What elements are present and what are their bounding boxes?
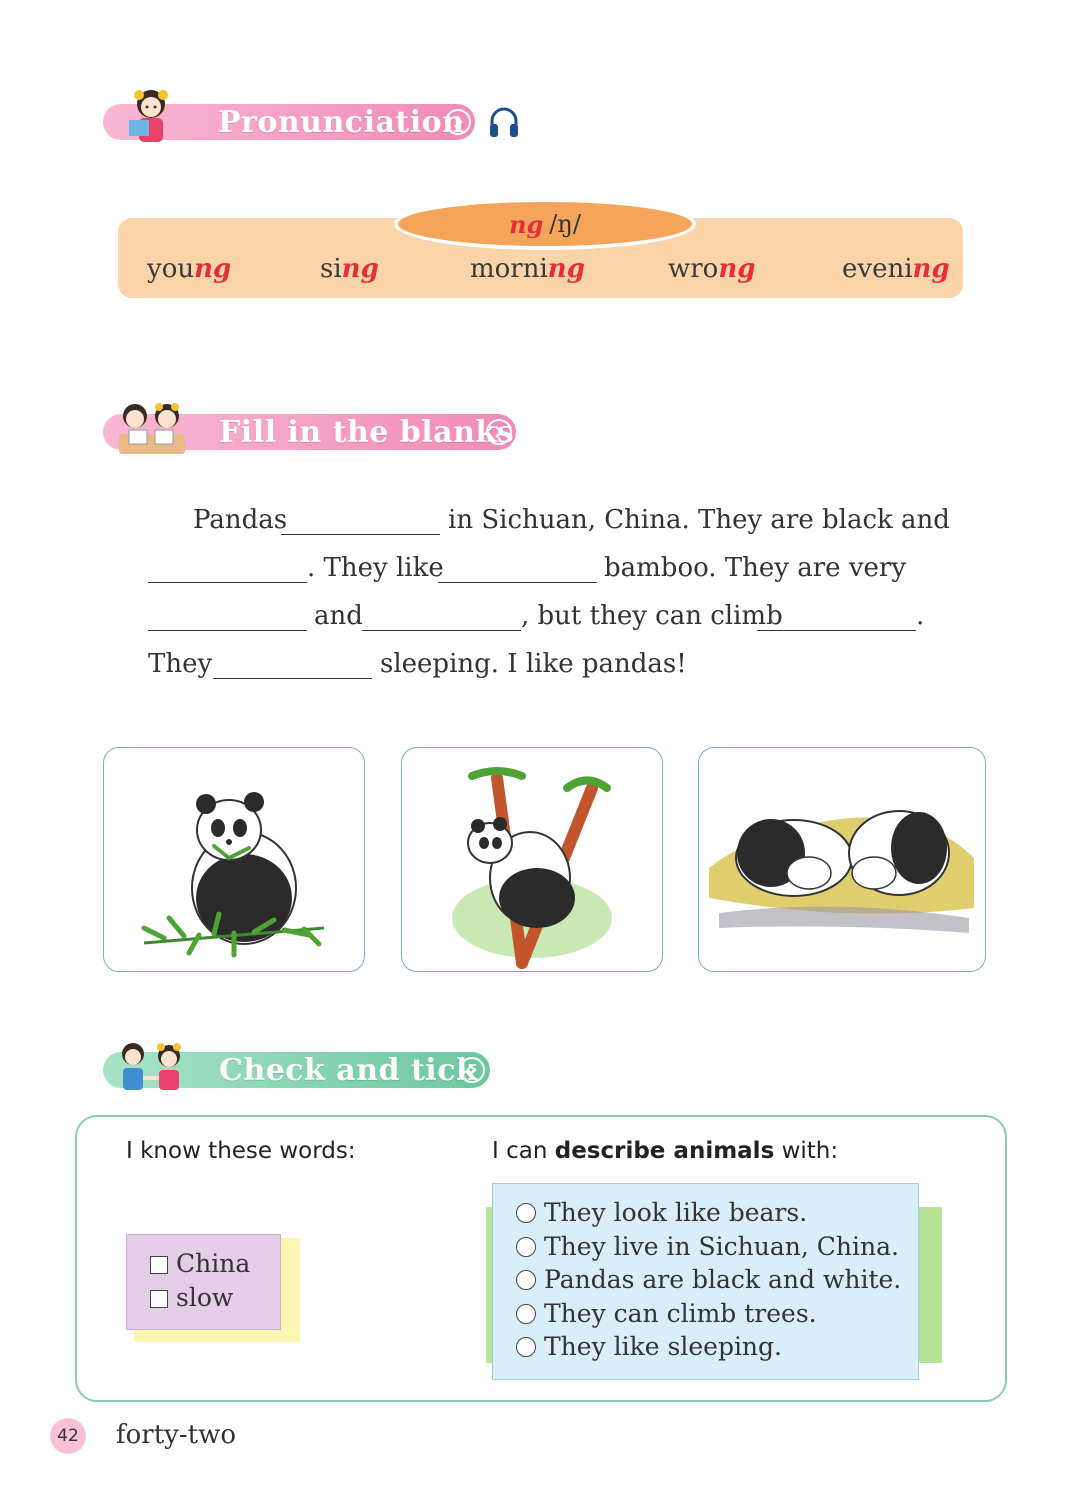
text-but-climb: , but they can climb: [521, 601, 783, 631]
play-arrow-icon[interactable]: [459, 1057, 485, 1083]
word-china-item[interactable]: China: [150, 1249, 250, 1278]
picture-panda-climbing: [401, 747, 663, 972]
sentence-item[interactable]: They look like bears.: [516, 1198, 807, 1227]
kids-holding-hands-icon: [107, 1040, 195, 1094]
page-number: 42: [50, 1418, 86, 1454]
text-they: They: [148, 649, 213, 679]
word-evening: evening: [842, 254, 950, 284]
sound-letters: ng: [509, 209, 544, 239]
text-and: and: [314, 601, 363, 631]
panda-climbing-tree-illustration: [402, 748, 663, 972]
radio-circle[interactable]: [516, 1237, 536, 1257]
girl-reading-icon: [125, 86, 177, 146]
radio-circle[interactable]: [516, 1337, 536, 1357]
pronunciation-title: Pronunciation: [218, 104, 465, 140]
fill-blanks-title: Fill in the blanks: [219, 414, 515, 450]
word-slow-item[interactable]: slow: [150, 1283, 233, 1312]
picture-pandas-sleeping: [698, 747, 986, 972]
blank-3[interactable]: [438, 582, 597, 583]
headphones-icon[interactable]: [487, 105, 521, 139]
panda-eating-bamboo-illustration: [104, 748, 365, 972]
radio-circle[interactable]: [516, 1270, 536, 1290]
play-arrow-icon[interactable]: [486, 419, 512, 445]
checkbox[interactable]: [150, 1290, 168, 1308]
blank-6[interactable]: [757, 630, 916, 631]
text-sleeping: sleeping. I like pandas!: [380, 649, 687, 679]
words-heading: I know these words:: [126, 1138, 356, 1164]
blank-1[interactable]: [281, 534, 440, 535]
word-young: young: [147, 254, 232, 284]
sentence-item[interactable]: They live in Sichuan, China.: [516, 1232, 899, 1261]
sentence-item[interactable]: Pandas are black and white.: [516, 1265, 901, 1294]
blank-2[interactable]: [148, 582, 307, 583]
kids-reading-icon: [115, 400, 189, 458]
blank-5[interactable]: [362, 630, 521, 631]
word-sing: sing: [320, 254, 379, 284]
sentence-item[interactable]: They can climb trees.: [516, 1299, 817, 1328]
sound-label: [394, 198, 696, 250]
radio-circle[interactable]: [516, 1304, 536, 1324]
sentence-item[interactable]: They like sleeping.: [516, 1332, 782, 1361]
text-line1-rest: in Sichuan, China. They are black and: [448, 505, 950, 535]
text-pandas: Pandas: [193, 505, 288, 535]
word-morning: morning: [470, 254, 585, 284]
sound-symbol: /ŋ/: [549, 210, 581, 238]
page-number-words: forty-two: [116, 1420, 236, 1450]
text-they-like: . They like: [307, 553, 444, 583]
text-period: .: [916, 601, 925, 631]
picture-panda-eating: [103, 747, 365, 972]
pandas-sleeping-illustration: [699, 748, 986, 972]
word-wrong: wrong: [668, 254, 756, 284]
check-tick-title: Check and tick: [219, 1052, 478, 1088]
text-bamboo: bamboo. They are very: [604, 553, 907, 583]
blank-7[interactable]: [213, 678, 372, 679]
radio-circle[interactable]: [516, 1203, 536, 1223]
checkbox[interactable]: [150, 1256, 168, 1274]
play-arrow-icon[interactable]: [445, 109, 471, 135]
describe-heading: I can describe animals with:: [492, 1138, 839, 1164]
describe-bold: describe animals: [554, 1138, 775, 1164]
blank-4[interactable]: [148, 630, 307, 631]
